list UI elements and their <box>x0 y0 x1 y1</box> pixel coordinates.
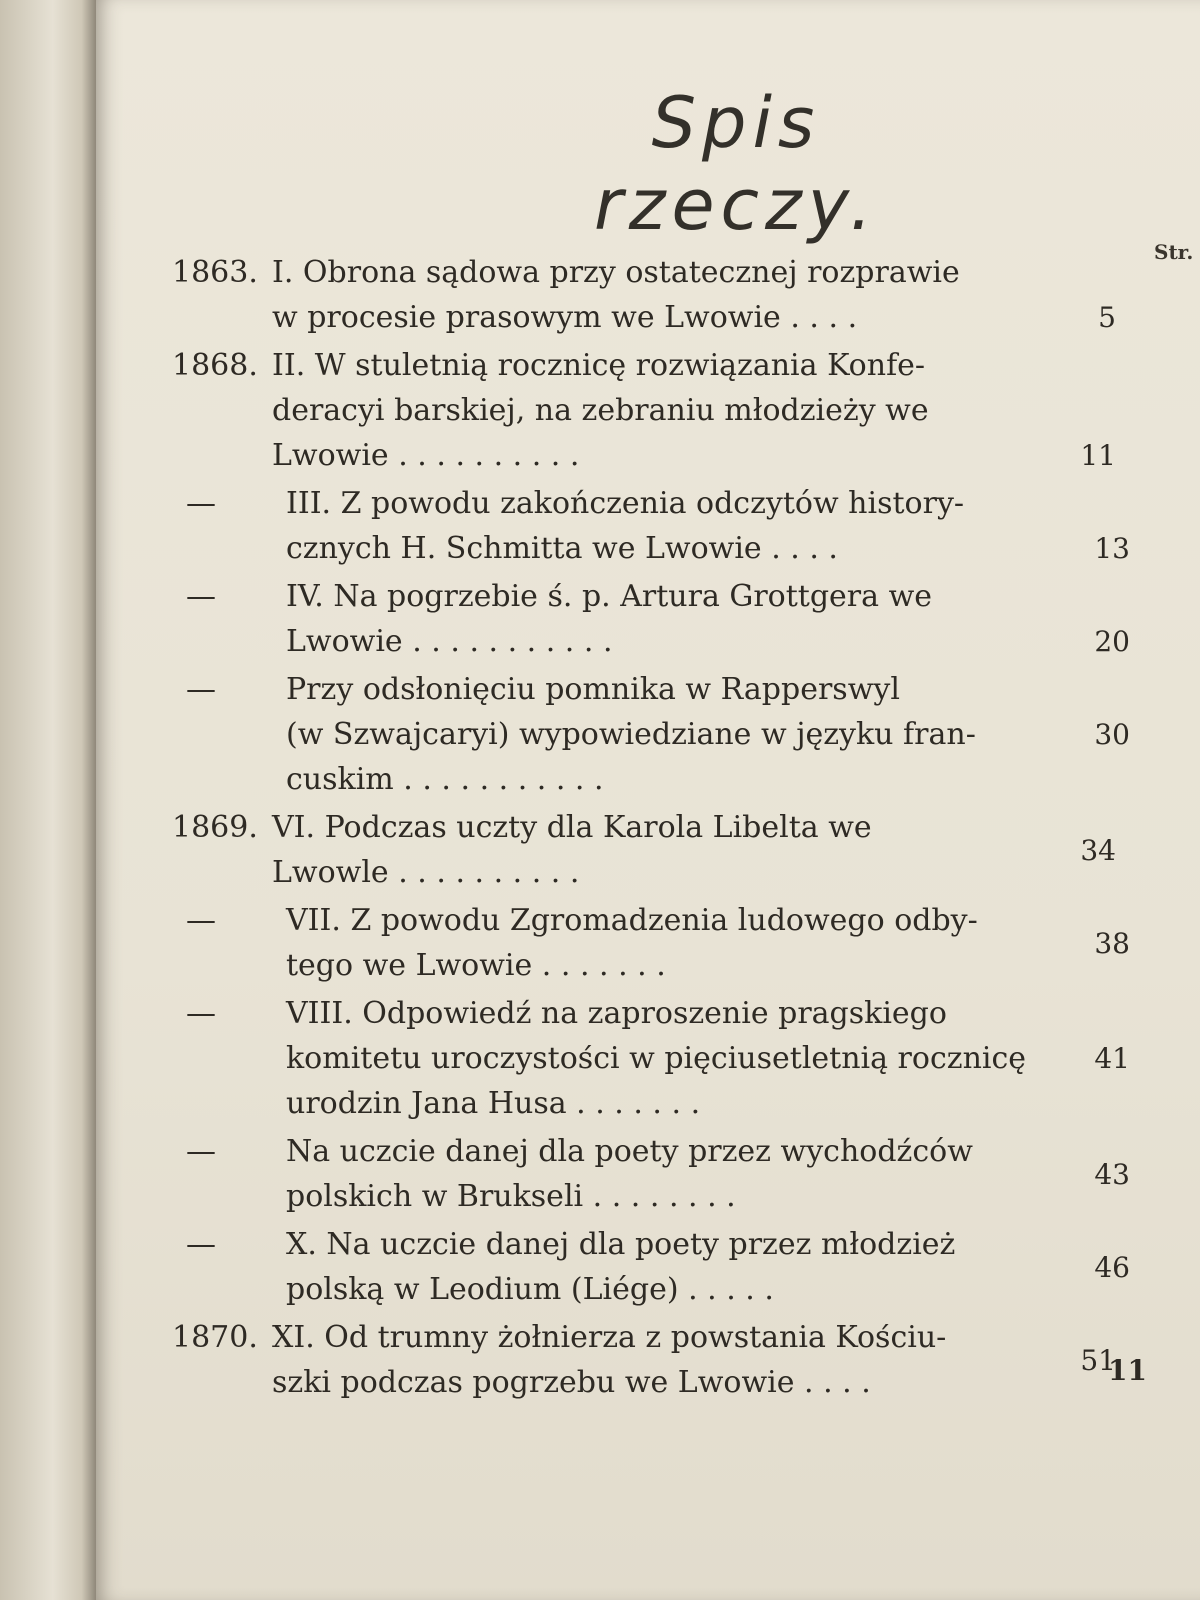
entry-line: X. Na uczcie danej dla poety przez młodzież <box>286 1227 956 1262</box>
entry-line: polskich w Brukseli . . . . . . . . <box>286 1179 736 1214</box>
entry-line: VI. Podczas uczty dla Karola Libelta we <box>272 810 872 845</box>
entry-year: — <box>186 903 216 938</box>
page-title: Spis rzeczy. <box>593 82 879 246</box>
entry-year: — <box>186 486 216 521</box>
entry-page-number: 30 <box>1094 718 1130 751</box>
entry-line: urodzin Jana Husa . . . . . . . <box>286 1086 701 1121</box>
entry-title <box>282 1129 1046 1219</box>
entry-line: III. Z powodu zakończenia odczytów history- <box>286 486 965 521</box>
entry-line: komitetu uroczystości w pięciusetletnią rocznicę <box>286 1041 1027 1076</box>
entry-year: — <box>186 672 216 707</box>
toc-entry <box>160 1222 1130 1312</box>
entry-line: (w Szwajcaryi) wypowiedziane w języku fran- <box>286 717 976 752</box>
entry-line: VII. Z powodu Zgromadzenia ludowego odby- <box>286 903 978 938</box>
entry-title <box>282 1222 1046 1312</box>
book-gutter <box>0 0 96 1600</box>
entry-page-number: 13 <box>1094 532 1130 565</box>
toc-entry <box>160 667 1130 802</box>
toc-entry <box>160 250 1120 340</box>
entry-line: polską w Leodium (Liége) . . . . . <box>286 1272 774 1307</box>
entry-page-number: 5 <box>1098 301 1116 334</box>
entry-title <box>282 574 1046 664</box>
toc-entry <box>160 805 1120 895</box>
entry-page-number: 38 <box>1094 926 1130 960</box>
table-of-contents <box>160 250 1130 1408</box>
entry-line: Na uczcie danej dla poety przez wychodźców <box>286 1134 973 1169</box>
toc-entry <box>160 481 1130 571</box>
entry-title <box>268 805 1032 895</box>
signature-mark: 11 <box>1108 1354 1147 1387</box>
entry-line: XI. Od trumny żołnierza z powstania Kościu- <box>272 1320 947 1355</box>
toc-entry <box>160 343 1120 478</box>
entry-line: cznych H. Schmitta we Lwowie . . . . <box>286 531 838 566</box>
entry-line: Lwowle . . . . . . . . . . <box>272 855 580 890</box>
entry-page-number: 46 <box>1094 1250 1130 1284</box>
entry-line: szki podczas pogrzebu we Lwowie . . . . <box>272 1365 871 1400</box>
entry-year: — <box>186 1227 216 1262</box>
toc-entry <box>160 1129 1130 1219</box>
toc-entry <box>160 991 1130 1126</box>
entry-line: w procesie prasowym we Lwowie . . . . <box>272 300 858 335</box>
entry-title <box>282 991 1046 1126</box>
entry-page-number: 34 <box>1080 833 1116 867</box>
entry-year: 1863. <box>172 255 258 290</box>
entry-year: — <box>186 579 216 614</box>
entry-line: I. Obrona sądowa przy ostatecznej rozprawie <box>272 255 960 290</box>
entry-line: tego we Lwowie . . . . . . . <box>286 948 666 983</box>
entry-line: II. W stuletnią rocznicę rozwiązania Konfe- <box>272 348 926 383</box>
entry-title <box>282 898 1046 988</box>
entry-page-number: 51 <box>1080 1343 1116 1377</box>
entry-line: Przy odsłonięciu pomnika w Rapperswyl <box>286 672 900 707</box>
entry-year: — <box>186 1134 216 1169</box>
entry-year: — <box>186 996 216 1031</box>
entry-year: 1868. <box>172 348 258 383</box>
entry-page-number: 20 <box>1094 625 1130 658</box>
entry-title <box>282 481 1046 571</box>
toc-entry <box>160 574 1130 664</box>
entry-title <box>268 343 1032 478</box>
entry-title <box>268 250 1032 340</box>
entry-page-number: 43 <box>1094 1157 1130 1191</box>
entry-page-number: 11 <box>1080 439 1116 472</box>
entry-page-number: 41 <box>1094 1042 1130 1075</box>
toc-entry <box>160 898 1130 988</box>
entry-title <box>268 1315 1032 1405</box>
entry-year: 1870. <box>172 1320 258 1355</box>
entry-line: Lwowie . . . . . . . . . . . <box>286 624 613 659</box>
page-column-label: Str. <box>1154 240 1194 264</box>
entry-line: IV. Na pogrzebie ś. p. Artura Grottgera we <box>286 579 932 614</box>
entry-line: cuskim . . . . . . . . . . . <box>286 762 604 797</box>
entry-title <box>282 667 1046 802</box>
toc-entry <box>160 1315 1120 1405</box>
entry-line: VIII. Odpowiedź na zaproszenie pragskiego <box>286 996 947 1031</box>
entry-line: deracyi barskiej, na zebraniu młodzieży we <box>272 393 929 428</box>
entry-year: 1869. <box>172 810 258 845</box>
entry-line: Lwowie . . . . . . . . . . <box>272 438 580 473</box>
